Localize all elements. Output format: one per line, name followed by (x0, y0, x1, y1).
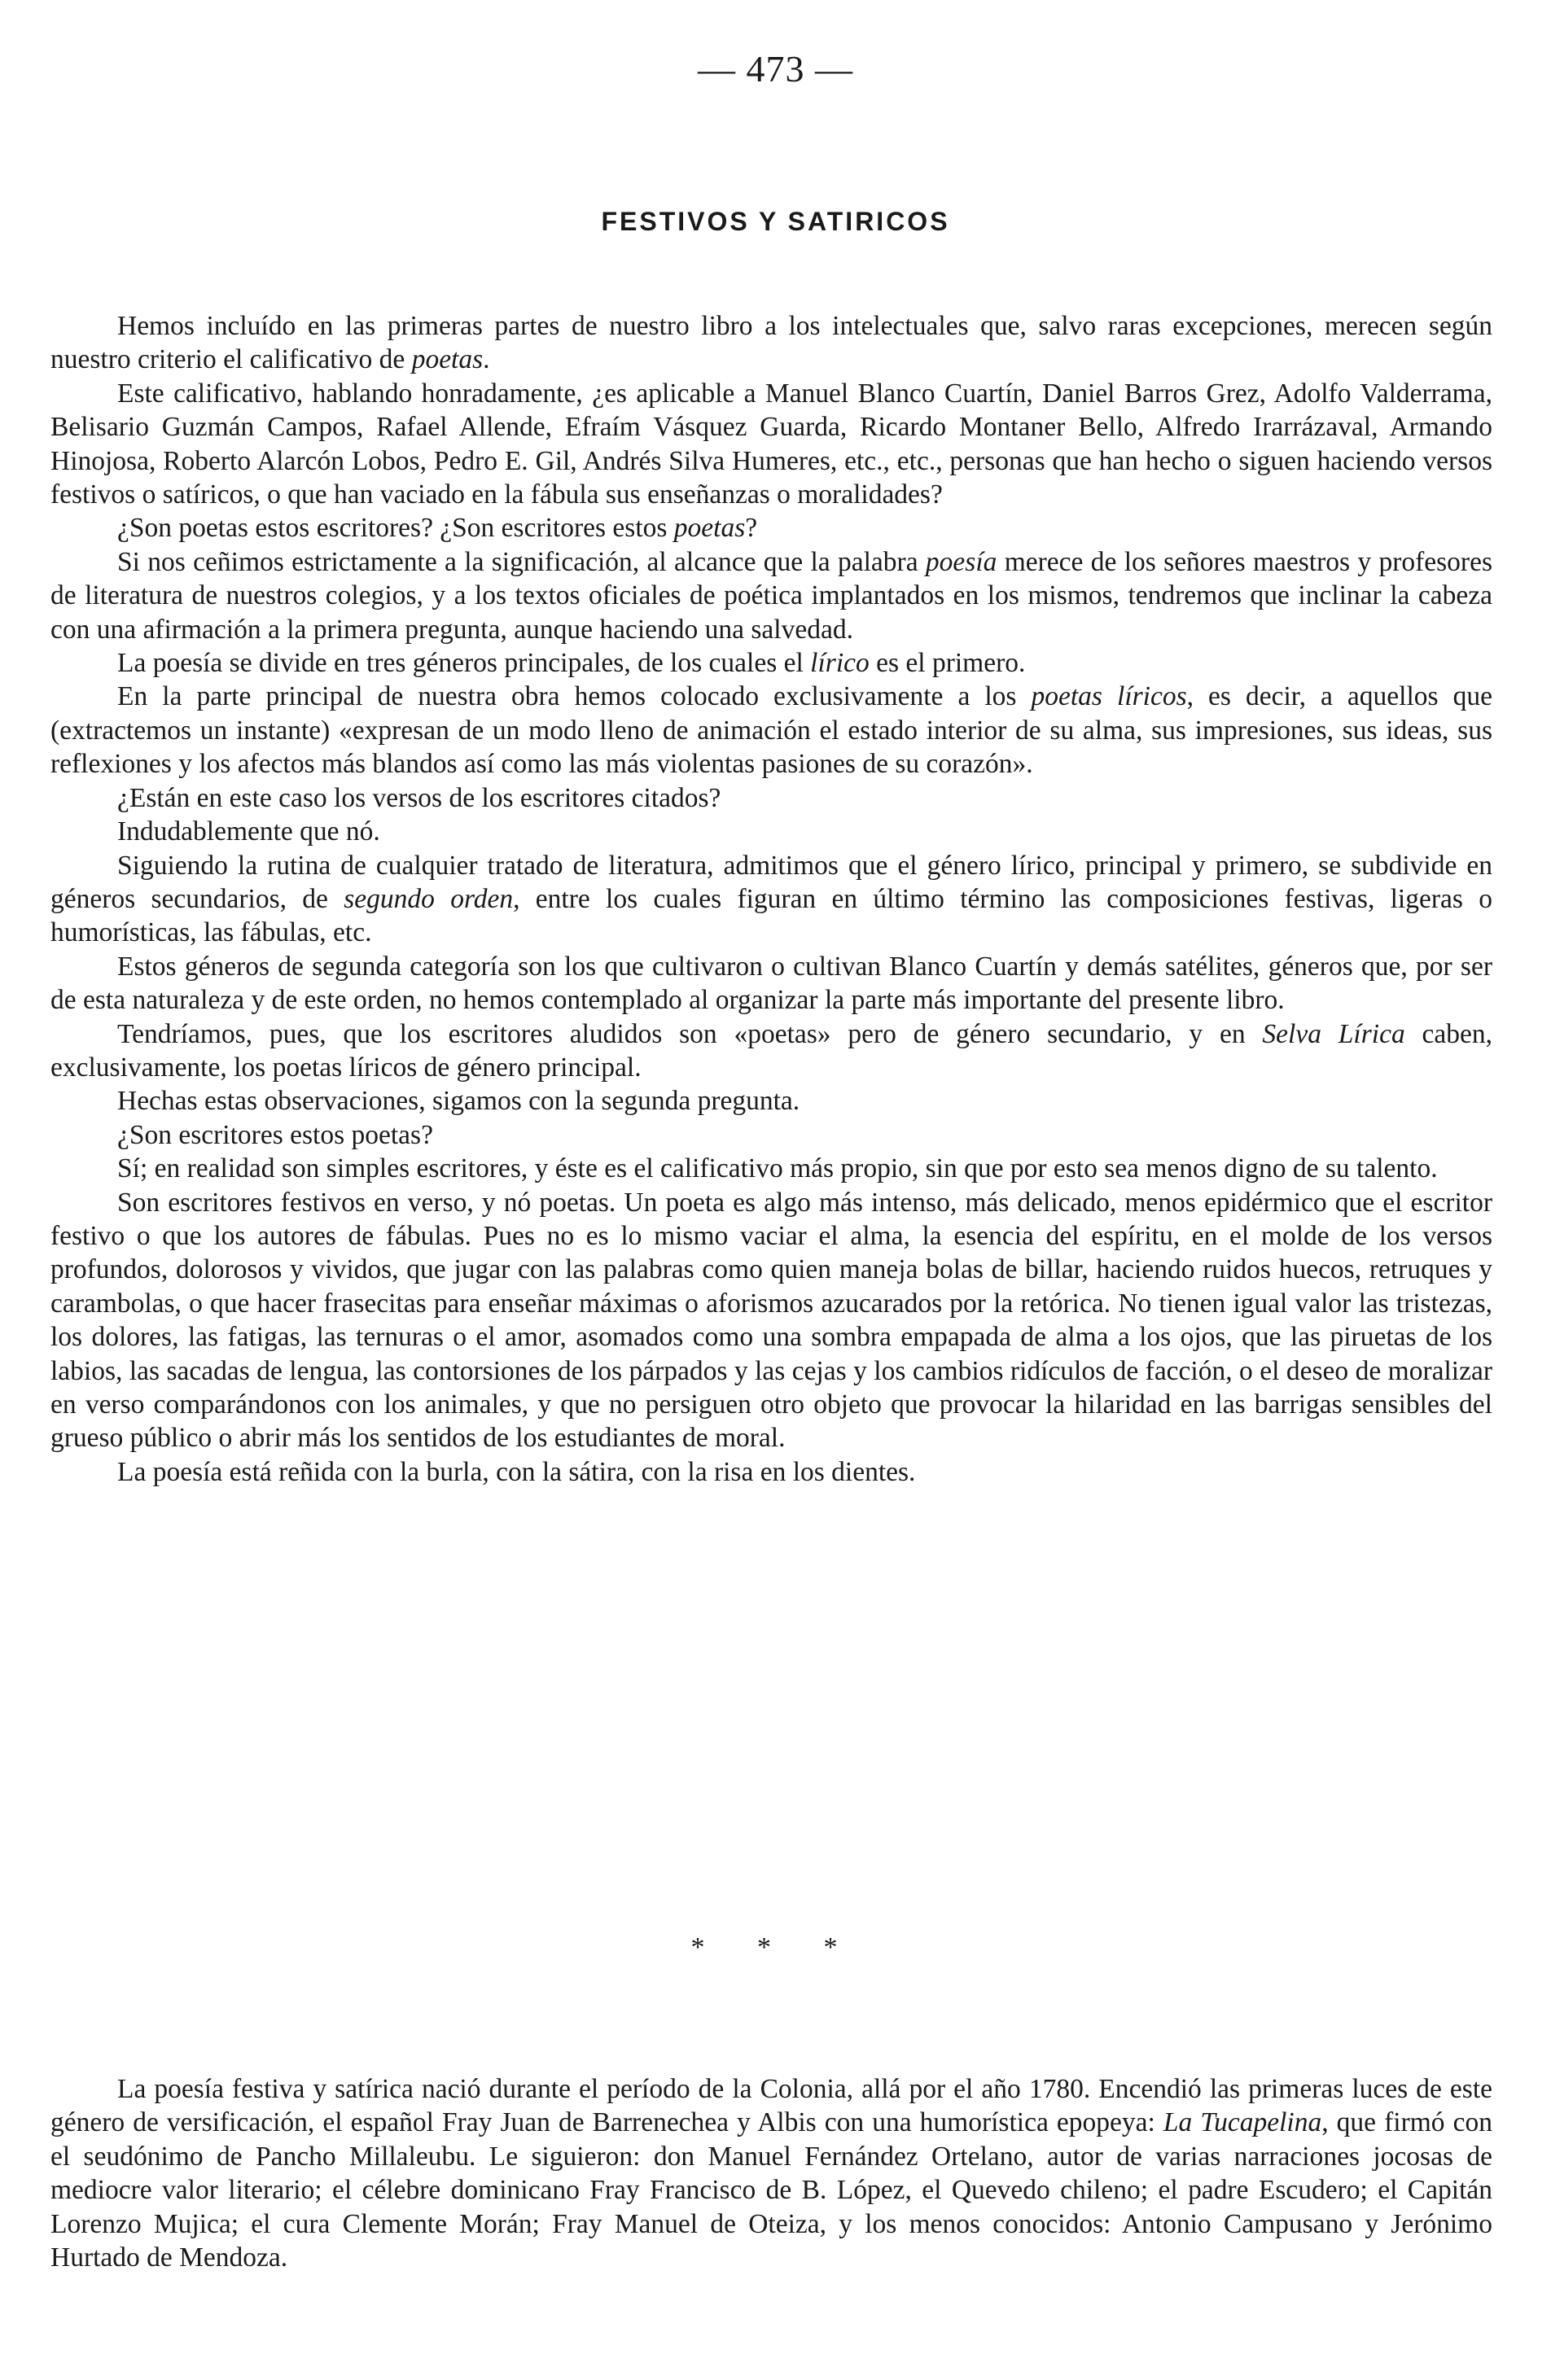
paragraph (50, 545, 1492, 646)
text-run: Son escritores festivos en verso, y nó poetas. Un poeta es algo más intenso, más delicado, menos epidérmico que el escritor festivo o que los autores de fábulas. Pues no es lo mismo vaciar el alma, la esencia del espíritu, en el molde de los versos profundos, dolorosos y vividos, que jugar con las palabras como quien maneja bolas de billar, haciendo ruidos huecos, retruques y carambolas, o que hacer frasecitas para enseñar máximas o aforismos azucarados por la retórica. No tienen igual valor las tristezas, los dolores, las fatigas, las ternuras o el amor, asomados como una sombra empapada de alma a los ojos, que las piruetas de los labios, las sacadas de lengua, las contorsiones de los párpados y las cejas y los cambios ridículos de facción, o el deseo de moralizar en verso comparándonos con los animales, y que no persiguen otro objeto que provocar la hilaridad en las barrigas sensibles del grueso público o abrir más los sentidos de los estudiantes de moral. (50, 1187, 1492, 1454)
paragraph (50, 309, 1492, 377)
paragraph (50, 1455, 1492, 1489)
page-number: — 473 — (698, 48, 853, 90)
text-run: Este calificativo, hablando honradamente, ¿es aplicable a Manuel Blanco Cuartín, Daniel Barros Grez, Adolfo Valderrama, Belisario Guzmán Campos, Rafael Allende, Efraím Vásquez Guarda, Ricardo Montaner Bello, Alfredo Irarrázaval, Armando Hinojosa, Roberto Alarcón Lobos, Pedro E. Gil, Andrés Silva Humeres, etc., etc., personas que han hecho o siguen haciendo versos festivos o satíricos, o que han vaciado en la fábula sus enseñanzas o moralidades? (50, 378, 1492, 510)
text-run: ? (745, 513, 758, 544)
text-run: , que firmó con el seudónimo de Pancho Millaleubu. Le siguieron: don Manuel Fernández Ortelano, autor de varias narraciones jocosas de mediocre valor literario; el célebre dominicano Fray Francisco de B. López, el Quevedo chileno; el padre Escudero; el Capitán Lorenzo Mujica; el cura Clemente Morán; Fray Manuel de Oteiza, y los menos conocidos: Antonio Campusano y Jerónimo Hurtado de Mendoza. (50, 2107, 1492, 2273)
body-text-continued (50, 2072, 1492, 2274)
text-run: , entre los cuales figuran en último término las composiciones festivas, ligeras o humorísticas, las fábulas, etc. (50, 883, 1492, 948)
text-run: La poesía festiva y satírica nació durante el período de la Colonia, allá por el año 1780. Encendió las primeras luces de este género de versificación, el español Fray Juan de Barrenechea y Albis con una humorística epopeya: (50, 2074, 1492, 2138)
text-run: Estos géneros de segunda categoría son los que cultivaron o cultivan Blanco Cuartín y demás satélites, géneros que, por ser de esta naturaleza y de este orden, no hemos contemplado al organizar la parte más importante del presente libro. (50, 951, 1492, 1016)
italic-term: poesía (925, 546, 997, 577)
section-separator: * * * (690, 1932, 861, 1962)
text-run: merece de los señores maestros y profesores de literatura de nuestros colegios, y a los textos oficiales de poética implantados en los mismos, tendremos que inclinar la cabeza con una afirmación a la primera pregunta, aunque haciendo una salvedad. (50, 546, 1492, 645)
paragraph (50, 680, 1492, 781)
paragraph (50, 1017, 1492, 1085)
text-run: Si nos ceñimos estrictamente a la significación, al alcance que la palabra (117, 546, 926, 577)
paragraph (50, 2072, 1492, 2274)
paragraph (50, 815, 1492, 848)
text-run: La poesía se divide en tres géneros principales, de los cuales el (117, 648, 811, 679)
italic-term: Selva Lírica (1262, 1018, 1405, 1049)
paragraph (50, 849, 1492, 950)
text-run: ¿Son poetas estos escritores? ¿Son escritores estos (117, 513, 674, 544)
paragraph (50, 377, 1492, 512)
text-run: Indudablemente que nó. (117, 816, 380, 847)
paragraph (50, 511, 1492, 545)
paragraph (50, 950, 1492, 1017)
text-run: Hemos incluído en las primeras partes de nuestro libro a los intelectuales que, salvo raras excepciones, merecen según nuestro criterio el calificativo de (50, 311, 1492, 375)
text-run: . (483, 344, 490, 375)
paragraph (50, 1152, 1492, 1185)
text-run: En la parte principal de nuestra obra hemos colocado exclusivamente a los (117, 681, 1032, 712)
text-run: es el primero. (869, 648, 1026, 679)
text-run: Siguiendo la rutina de cualquier tratado de literatura, admitimos que el género lírico, principal y primero, se subdivide en géneros secundarios, de (50, 850, 1492, 914)
text-run: Hechas estas observaciones, sigamos con la segunda pregunta. (117, 1086, 800, 1117)
text-run: La poesía está reñida con la burla, con la sátira, con la risa en los dientes. (117, 1456, 916, 1487)
italic-term: lírico (810, 648, 870, 679)
paragraph (50, 1186, 1492, 1455)
paragraph (50, 646, 1492, 680)
italic-term: segundo orden (344, 883, 514, 914)
italic-term: La Tucapelina (1163, 2107, 1322, 2138)
italic-term: poetas (411, 344, 484, 375)
text-run: Tendríamos, pues, que los escritores aludidos son «poetas» pero de género secundario, y en (117, 1018, 1263, 1049)
text-run: ¿Son escritores estos poetas? (117, 1119, 433, 1150)
paragraph (50, 1118, 1492, 1152)
text-run: ¿Están en este caso los versos de los escritores citados? (117, 782, 721, 813)
text-run: caben, exclusivamente, los poetas líricos de género principal. (50, 1018, 1493, 1083)
paragraph (50, 781, 1492, 815)
italic-term: poetas líricos (1031, 681, 1187, 712)
text-run: , es decir, a aquellos que (extractemos un instante) «expresan de un modo lleno de animación el estado interior de su alma, sus impresiones, sus ideas, sus reflexiones y los afectos más blandos así como las más violentas pasiones de su corazón». (50, 681, 1492, 780)
section-title: FESTIVOS Y SATIRICOS (601, 207, 950, 236)
paragraph (50, 1084, 1492, 1118)
body-text (50, 309, 1492, 1489)
italic-term: poetas (673, 513, 746, 544)
text-run: Sí; en realidad son simples escritores, y éste es el calificativo más propio, sin que por esto sea menos digno de su talento. (117, 1153, 1438, 1184)
